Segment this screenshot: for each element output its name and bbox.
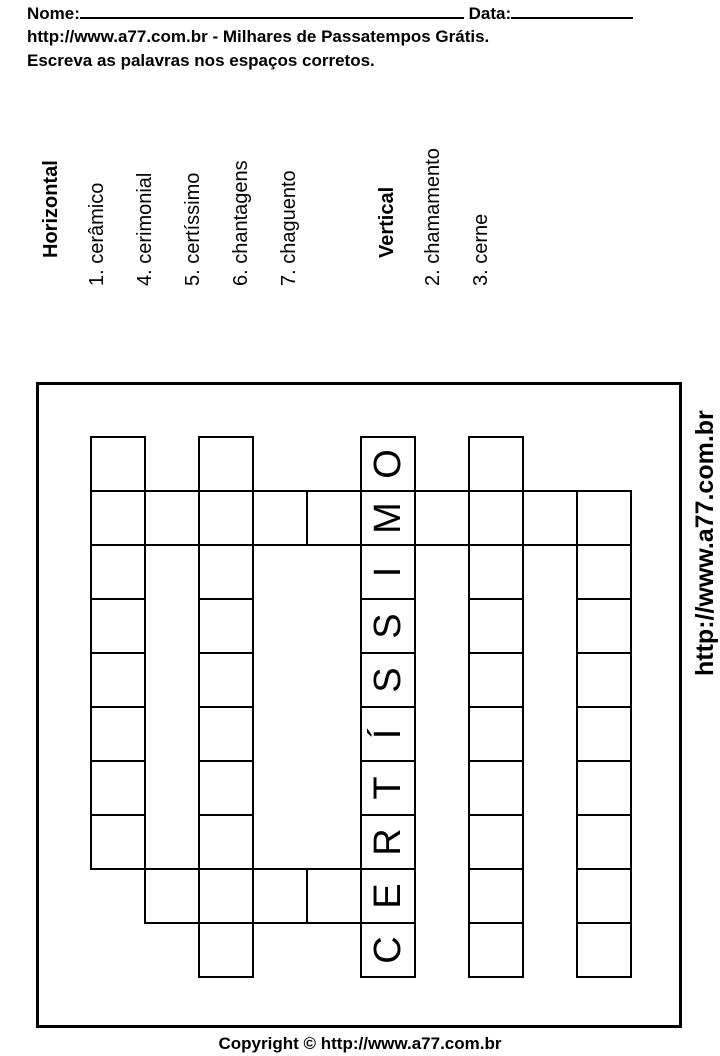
instructions: Escreva as palavras nos espaços corretos. (27, 51, 375, 70)
clue-horizontal-6: 6. chantagens (230, 160, 252, 286)
grid-cell[interactable] (91, 707, 145, 761)
clue-vertical-3: 3. cerne (470, 213, 492, 286)
grid-cell[interactable] (577, 707, 631, 761)
grid-cell[interactable] (91, 761, 145, 815)
grid-cell[interactable] (199, 869, 253, 923)
grid-cell[interactable] (577, 923, 631, 977)
grid-cell[interactable] (199, 761, 253, 815)
grid-cell[interactable] (577, 545, 631, 599)
grid-cell[interactable] (469, 653, 523, 707)
grid-cell[interactable] (469, 437, 523, 491)
name-label: Nome: (27, 4, 80, 23)
grid-cell[interactable] (199, 923, 253, 977)
filled-letter: E (367, 883, 409, 909)
grid-cell[interactable] (91, 437, 145, 491)
grid-cell[interactable] (199, 707, 253, 761)
grid-cell[interactable] (91, 599, 145, 653)
grid-cell[interactable] (577, 491, 631, 545)
clue-horizontal-5: 5. certíssimo (182, 172, 204, 286)
filled-letter: O (367, 449, 409, 479)
grid-cell[interactable] (145, 491, 199, 545)
footer-copyright: Copyright © http://www.a77.com.br (218, 1034, 502, 1053)
filled-letter: C (367, 936, 409, 964)
grid-cell[interactable] (253, 869, 307, 923)
grid-cell[interactable] (469, 707, 523, 761)
grid-cell[interactable] (91, 815, 145, 869)
date-label: Data: (468, 4, 512, 23)
grid-cell[interactable] (199, 491, 253, 545)
filled-letter: R (367, 828, 409, 856)
filled-letter: T (367, 776, 409, 800)
grid-cell[interactable] (577, 815, 631, 869)
filled-letter: M (367, 502, 409, 534)
grid-cell[interactable] (199, 437, 253, 491)
side-url: http://www.a77.com.br (691, 410, 719, 676)
grid-cell[interactable] (469, 491, 523, 545)
grid-cell[interactable] (469, 545, 523, 599)
grid-cell[interactable] (307, 491, 361, 545)
grid-cell[interactable] (199, 545, 253, 599)
filled-letter: S (367, 667, 409, 693)
clue-horizontal-1: 1. cerâmico (86, 182, 108, 286)
grid-cell[interactable] (469, 869, 523, 923)
grid-cell[interactable] (577, 599, 631, 653)
grid-cell[interactable] (577, 869, 631, 923)
grid-cell[interactable] (469, 761, 523, 815)
grid-cell[interactable] (469, 815, 523, 869)
grid-cell[interactable] (523, 491, 577, 545)
filled-letter: Í (367, 728, 409, 740)
filled-letter: S (367, 613, 409, 639)
grid-cell[interactable] (91, 653, 145, 707)
grid-cell[interactable] (307, 869, 361, 923)
clue-vertical-2: 2. chamamento (422, 148, 444, 286)
site-line: http://www.a77.com.br - Milhares de Passatempos Grátis. (27, 27, 490, 46)
grid-cell[interactable] (577, 761, 631, 815)
vertical-title: Vertical (376, 186, 398, 258)
horizontal-title: Horizontal (40, 160, 62, 258)
clue-horizontal-4: 4. cerimonial (134, 172, 156, 286)
grid-cell[interactable] (469, 923, 523, 977)
grid-cell[interactable] (91, 491, 145, 545)
clue-horizontal-7: 7. chaguento (278, 170, 300, 286)
grid-cell[interactable] (199, 599, 253, 653)
grid-cell[interactable] (415, 491, 469, 545)
grid-cell[interactable] (469, 599, 523, 653)
filled-letter: I (367, 566, 409, 578)
grid-cell[interactable] (253, 491, 307, 545)
grid-cell[interactable] (199, 653, 253, 707)
grid-cell[interactable] (91, 545, 145, 599)
grid-cell[interactable] (199, 815, 253, 869)
grid-cell[interactable] (577, 653, 631, 707)
grid-cell[interactable] (145, 869, 199, 923)
